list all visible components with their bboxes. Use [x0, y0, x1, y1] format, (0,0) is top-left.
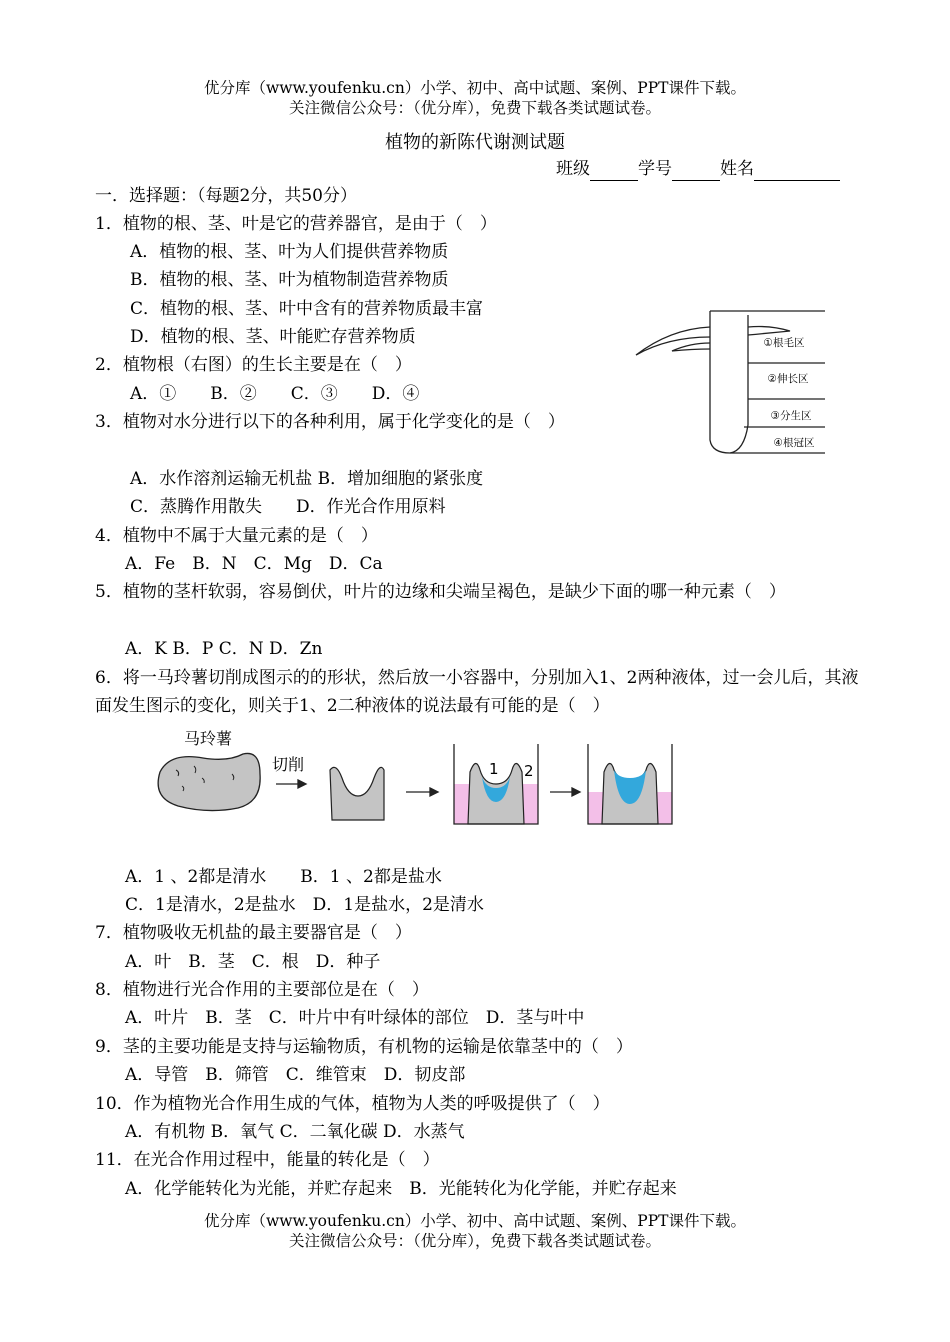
q6-options-ab: A．1 、2都是清水 B．1 、2都是盐水	[125, 867, 442, 887]
q2-stem: 2．植物根（右图）的生长主要是在（ ）	[95, 355, 412, 375]
q4-options: A．Fe B．N C．Mg D．Ca	[125, 554, 383, 574]
q10-stem: 10．作为植物光合作用生成的气体，植物为人类的呼吸提供了（ ）	[95, 1094, 610, 1114]
cut-label: 切削	[271, 755, 305, 774]
root-label-1: ①根毛区	[763, 337, 805, 349]
q5-options: A．K B．P C．N D．Zn	[125, 639, 323, 659]
q3-options-ab: A．水作溶剂运输无机盐 B．增加细胞的紧张度	[130, 469, 484, 489]
root-hair-2	[672, 343, 710, 351]
q8-options: A．叶片 B．茎 C．叶片中有叶绿体的部位 D．茎与叶中	[125, 1008, 585, 1028]
class-label: 班级	[556, 159, 590, 179]
header-line-1: 优分库（www.youfenku.cn）小学、初中、高中试题、案例、PPT课件下载。	[203, 79, 747, 97]
q4-stem: 4．植物中不属于大量元素的是（ ）	[95, 526, 378, 546]
q6-options-cd: C．1是清水，2是盐水 D．1是盐水，2是清水	[125, 895, 484, 915]
id-blank[interactable]	[672, 164, 720, 181]
class-blank[interactable]	[590, 164, 638, 181]
page-title: 植物的新陈代谢测试题	[385, 132, 565, 153]
q9-options: A．导管 B．筛管 C．维管束 D．韧皮部	[125, 1065, 466, 1085]
q3-options-cd: C．蒸腾作用散失 D．作光合作用原料	[130, 497, 446, 517]
potato-diagram	[148, 722, 708, 832]
cut-potato	[330, 767, 384, 820]
name-label: 姓名	[720, 159, 754, 179]
root-label-3: ③分生区	[770, 410, 812, 422]
q1-stem: 1．植物的根、茎、叶是它的营养器官，是由于（ ）	[95, 214, 497, 234]
q7-options: A．叶 B．茎 C．根 D．种子	[125, 952, 381, 972]
arrow-2	[406, 788, 438, 796]
footer-line-2: 关注微信公众号：（优分库），免费下载各类试题试卷。	[288, 1232, 661, 1250]
q1-option-a: A．植物的根、茎、叶为人们提供营养物质	[130, 242, 449, 262]
q11-stem: 11．在光合作用过程中，能量的转化是（ ）	[95, 1150, 440, 1170]
id-label: 学号	[638, 159, 672, 179]
q7-stem: 7．植物吸收无机盐的最主要器官是（ ）	[95, 923, 412, 943]
q8-stem: 8．植物进行光合作用的主要部位是在（ ）	[95, 980, 429, 1000]
q1-option-b: B．植物的根、茎、叶为植物制造营养物质	[130, 270, 449, 290]
potato-label: 马玲薯	[183, 729, 233, 748]
q3-stem: 3．植物对水分进行以下的各种利用，属于化学变化的是（ ）	[95, 412, 565, 432]
q10-options: A．有机物 B．氧气 C．二氧化碳 D．水蒸气	[125, 1122, 465, 1142]
q5-stem: 5．植物的茎杆软弱，容易倒伏，叶片的边缘和尖端呈褐色，是缺少下面的哪一种元素（ ）	[95, 582, 786, 602]
root-label-4: ④根冠区	[773, 437, 815, 449]
root-outline	[710, 311, 748, 453]
header-line-2: 关注微信公众号：（优分库），免费下载各类试题试卷。	[288, 99, 661, 117]
liquid-1-label: 1	[489, 760, 499, 778]
liquid-2-label: 2	[524, 762, 534, 780]
beaker-2	[588, 744, 672, 824]
student-info	[556, 157, 840, 181]
potato-shape	[158, 753, 260, 810]
name-blank[interactable]	[754, 164, 840, 181]
beaker-1	[454, 744, 538, 824]
footer-line-1: 优分库（www.youfenku.cn）小学、初中、高中试题、案例、PPT课件下载。	[203, 1212, 747, 1230]
q9-stem: 9．茎的主要功能是支持与运输物质，有机物的运输是依靠茎中的（ ）	[95, 1037, 633, 1057]
root-diagram	[630, 305, 830, 460]
arrow-3	[550, 788, 580, 796]
root-hair-3	[748, 327, 790, 336]
q2-options: A．① B．② C．③ D．④	[130, 384, 420, 404]
section-heading: 一．选择题：（每题2分，共50分）	[95, 186, 357, 206]
q6-stem: 6．将一马玲薯切削成图示的的形状，然后放一小容器中，分别加入1、2两种液体，过一会儿后，其液面发生图示的变化，则关于1、2二种液体的说法最有可能的是（ ）	[95, 668, 859, 716]
q11-options: A．化学能转化为光能，并贮存起来 B．光能转化为化学能，并贮存起来	[125, 1179, 677, 1199]
q1-option-d: D．植物的根、茎、叶能贮存营养物质	[130, 327, 416, 347]
q1-option-c: C．植物的根、茎、叶中含有的营养物质最丰富	[130, 299, 484, 319]
arrow-1	[276, 780, 306, 788]
root-label-2: ②伸长区	[767, 373, 809, 385]
